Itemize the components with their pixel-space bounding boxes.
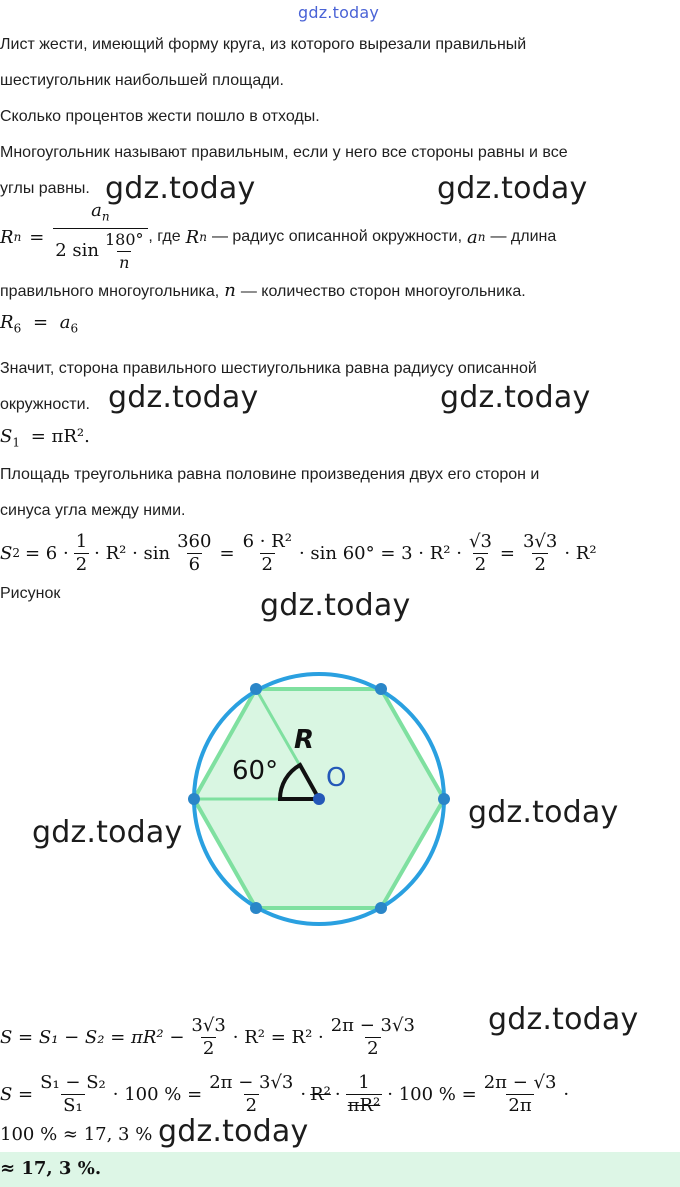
- a6-sub: 6: [70, 321, 79, 336]
- rn-subscript: n: [13, 230, 22, 244]
- s-line1-frac-num: 3√3: [191, 1014, 226, 1036]
- s-line2-frac4-den: 2π: [508, 1094, 532, 1116]
- problem-line-1: Лист жести, имеющий форму круга, из которого вырезали правильный: [0, 36, 527, 53]
- area-rule-line-1: Площадь треугольника равна половине произведения двух его сторон и: [0, 466, 540, 483]
- vertex: [438, 793, 450, 805]
- s-line2-frac3-num: 1: [358, 1071, 370, 1093]
- rn-inline-sub: n: [199, 230, 207, 244]
- hexagon-figure: [170, 660, 470, 930]
- rn-inline: R: [185, 226, 200, 248]
- watermark: gdz.today: [32, 815, 183, 850]
- s2-part-d: · sin 60° = 3 · R² ·: [298, 542, 462, 564]
- s1-symbol: S: [0, 426, 13, 447]
- percent-result: 100 % ≈ 17, 3 %: [0, 1124, 153, 1145]
- watermark: gdz.today: [158, 1114, 309, 1149]
- rn-symbol: R: [0, 226, 14, 248]
- s-line2-frac-den: S₁: [63, 1094, 83, 1116]
- polygon-description-line: [0, 281, 526, 302]
- s-line2-part-d: ·: [334, 1083, 341, 1105]
- s1-formula: [0, 426, 90, 450]
- rn-fraction: [52, 200, 148, 274]
- a6-symbol: a: [59, 312, 71, 333]
- degree-numerator: 180°: [105, 229, 144, 249]
- s1-sub: 1: [12, 435, 20, 450]
- final-answer: ≈ 17, 3 %.: [0, 1158, 102, 1179]
- rn-description: — радиус описанной окружности,: [211, 228, 463, 245]
- watermark: gdz.today: [468, 795, 619, 830]
- watermark: gdz.today: [108, 380, 259, 415]
- s2-symbol: S: [0, 542, 13, 564]
- angle-num: 360: [177, 530, 212, 552]
- r2-num: 6 · R²: [242, 530, 292, 552]
- s-line2-part-e: · 100 % =: [387, 1083, 477, 1105]
- half-den: 2: [75, 553, 88, 575]
- s2-sub: 2: [12, 546, 20, 560]
- r2-den: 2: [261, 553, 273, 575]
- sqrt3-den: 2: [474, 553, 487, 575]
- n-description: — количество сторон многоугольника.: [240, 283, 526, 300]
- s2-part-c: =: [219, 542, 235, 564]
- an-inline-sub: n: [477, 230, 486, 244]
- vertex: [375, 683, 387, 695]
- radius-label: R: [294, 725, 315, 755]
- s-line2-frac2-den: 2: [245, 1094, 258, 1116]
- cancelled-r2: R²: [310, 1083, 331, 1105]
- watermark: gdz.today: [105, 171, 256, 206]
- half-num: 1: [75, 530, 88, 552]
- degree-denominator: n: [119, 252, 130, 272]
- watermark: gdz.today: [437, 171, 588, 206]
- area-rule-line-2: синуса угла между ними.: [0, 502, 186, 519]
- s-line2-part-f: ·: [563, 1083, 570, 1105]
- s-line2-part-c: ·: [300, 1083, 307, 1105]
- s-line1-part-b: · R² = R² ·: [232, 1026, 324, 1048]
- sqrt3-num: √3: [468, 530, 492, 552]
- s2-part-b: · R² · sin: [94, 542, 171, 564]
- s-line1-frac2-den: 2: [367, 1037, 379, 1059]
- s-line2-part-a: S =: [0, 1083, 34, 1105]
- angle-den: 6: [188, 553, 201, 575]
- s-line2-frac3-den: πR²: [347, 1094, 381, 1116]
- definition-line-1: Многоугольник называют правильным, если у него все стороны равны и все: [0, 144, 568, 161]
- s1-rhs: = πR².: [30, 426, 90, 447]
- s-line2-frac4-num: 2π − √3: [483, 1071, 557, 1093]
- watermark: gdz.today: [440, 380, 591, 415]
- header-watermark[interactable]: gdz.today: [298, 3, 380, 22]
- vertex: [375, 902, 387, 914]
- conclusion-line-2: окружности.: [0, 396, 90, 413]
- answer-band: [0, 1152, 680, 1187]
- an-description: — длина: [490, 228, 557, 245]
- definition-line-2: углы равны.: [0, 180, 90, 197]
- question-line: Сколько процентов жести пошло в отходы.: [0, 108, 320, 125]
- problem-line-2: шестиугольник наибольшей площади.: [0, 72, 284, 89]
- n-inline: n: [224, 280, 236, 301]
- s-line1-frac2-num: 2π − 3√3: [330, 1014, 415, 1036]
- s-line2-frac-num: S₁ − S₂: [40, 1071, 106, 1093]
- watermark: gdz.today: [488, 1002, 639, 1037]
- s-line1-frac-den: 2: [202, 1037, 215, 1059]
- center-label: O: [326, 763, 347, 793]
- vertex: [188, 793, 200, 805]
- watermark: gdz.today: [260, 588, 411, 623]
- ans-den: 2: [534, 553, 546, 575]
- s2-part-e: =: [499, 542, 515, 564]
- figure-caption: Рисунок: [0, 585, 61, 602]
- r6-symbol: R: [0, 312, 14, 333]
- polygon-text: правильного многоугольника,: [0, 283, 220, 300]
- ans-num: 3√3: [522, 530, 558, 552]
- s2-part-a: = 6 ·: [24, 542, 69, 564]
- s2-formula: [0, 525, 597, 581]
- sin-prefix: 2 sin: [55, 240, 99, 262]
- s-line1-part-a: S = S₁ − S₂ = πR² −: [0, 1026, 185, 1048]
- r6-sub: 6: [13, 321, 22, 336]
- s-difference-formula: [0, 1012, 417, 1062]
- r6-equals-a6: $R_6 = a_6$: [0, 312, 79, 336]
- an-inline: a: [467, 226, 478, 248]
- where-label: , где: [148, 228, 181, 245]
- angle-label: 60°: [232, 756, 279, 786]
- vertex: [250, 683, 262, 695]
- an-numerator: a: [91, 200, 102, 222]
- rn-formula: R n = $a_n$ 2 sin $\frac{180^\circ}{n}$ , где R n — радиус описанной окружности, a n — длина: [0, 200, 557, 272]
- conclusion-line-1: Значит, сторона правильного шестиугольника равна радиусу описанной: [0, 360, 537, 377]
- s2-part-f: · R²: [564, 542, 597, 564]
- vertex: [250, 902, 262, 914]
- s-line2-frac2-num: 2π − 3√3: [209, 1071, 294, 1093]
- an-numerator-sub: n: [101, 209, 110, 224]
- s-line2-part-b: · 100 % =: [112, 1083, 203, 1105]
- center-point: [313, 793, 325, 805]
